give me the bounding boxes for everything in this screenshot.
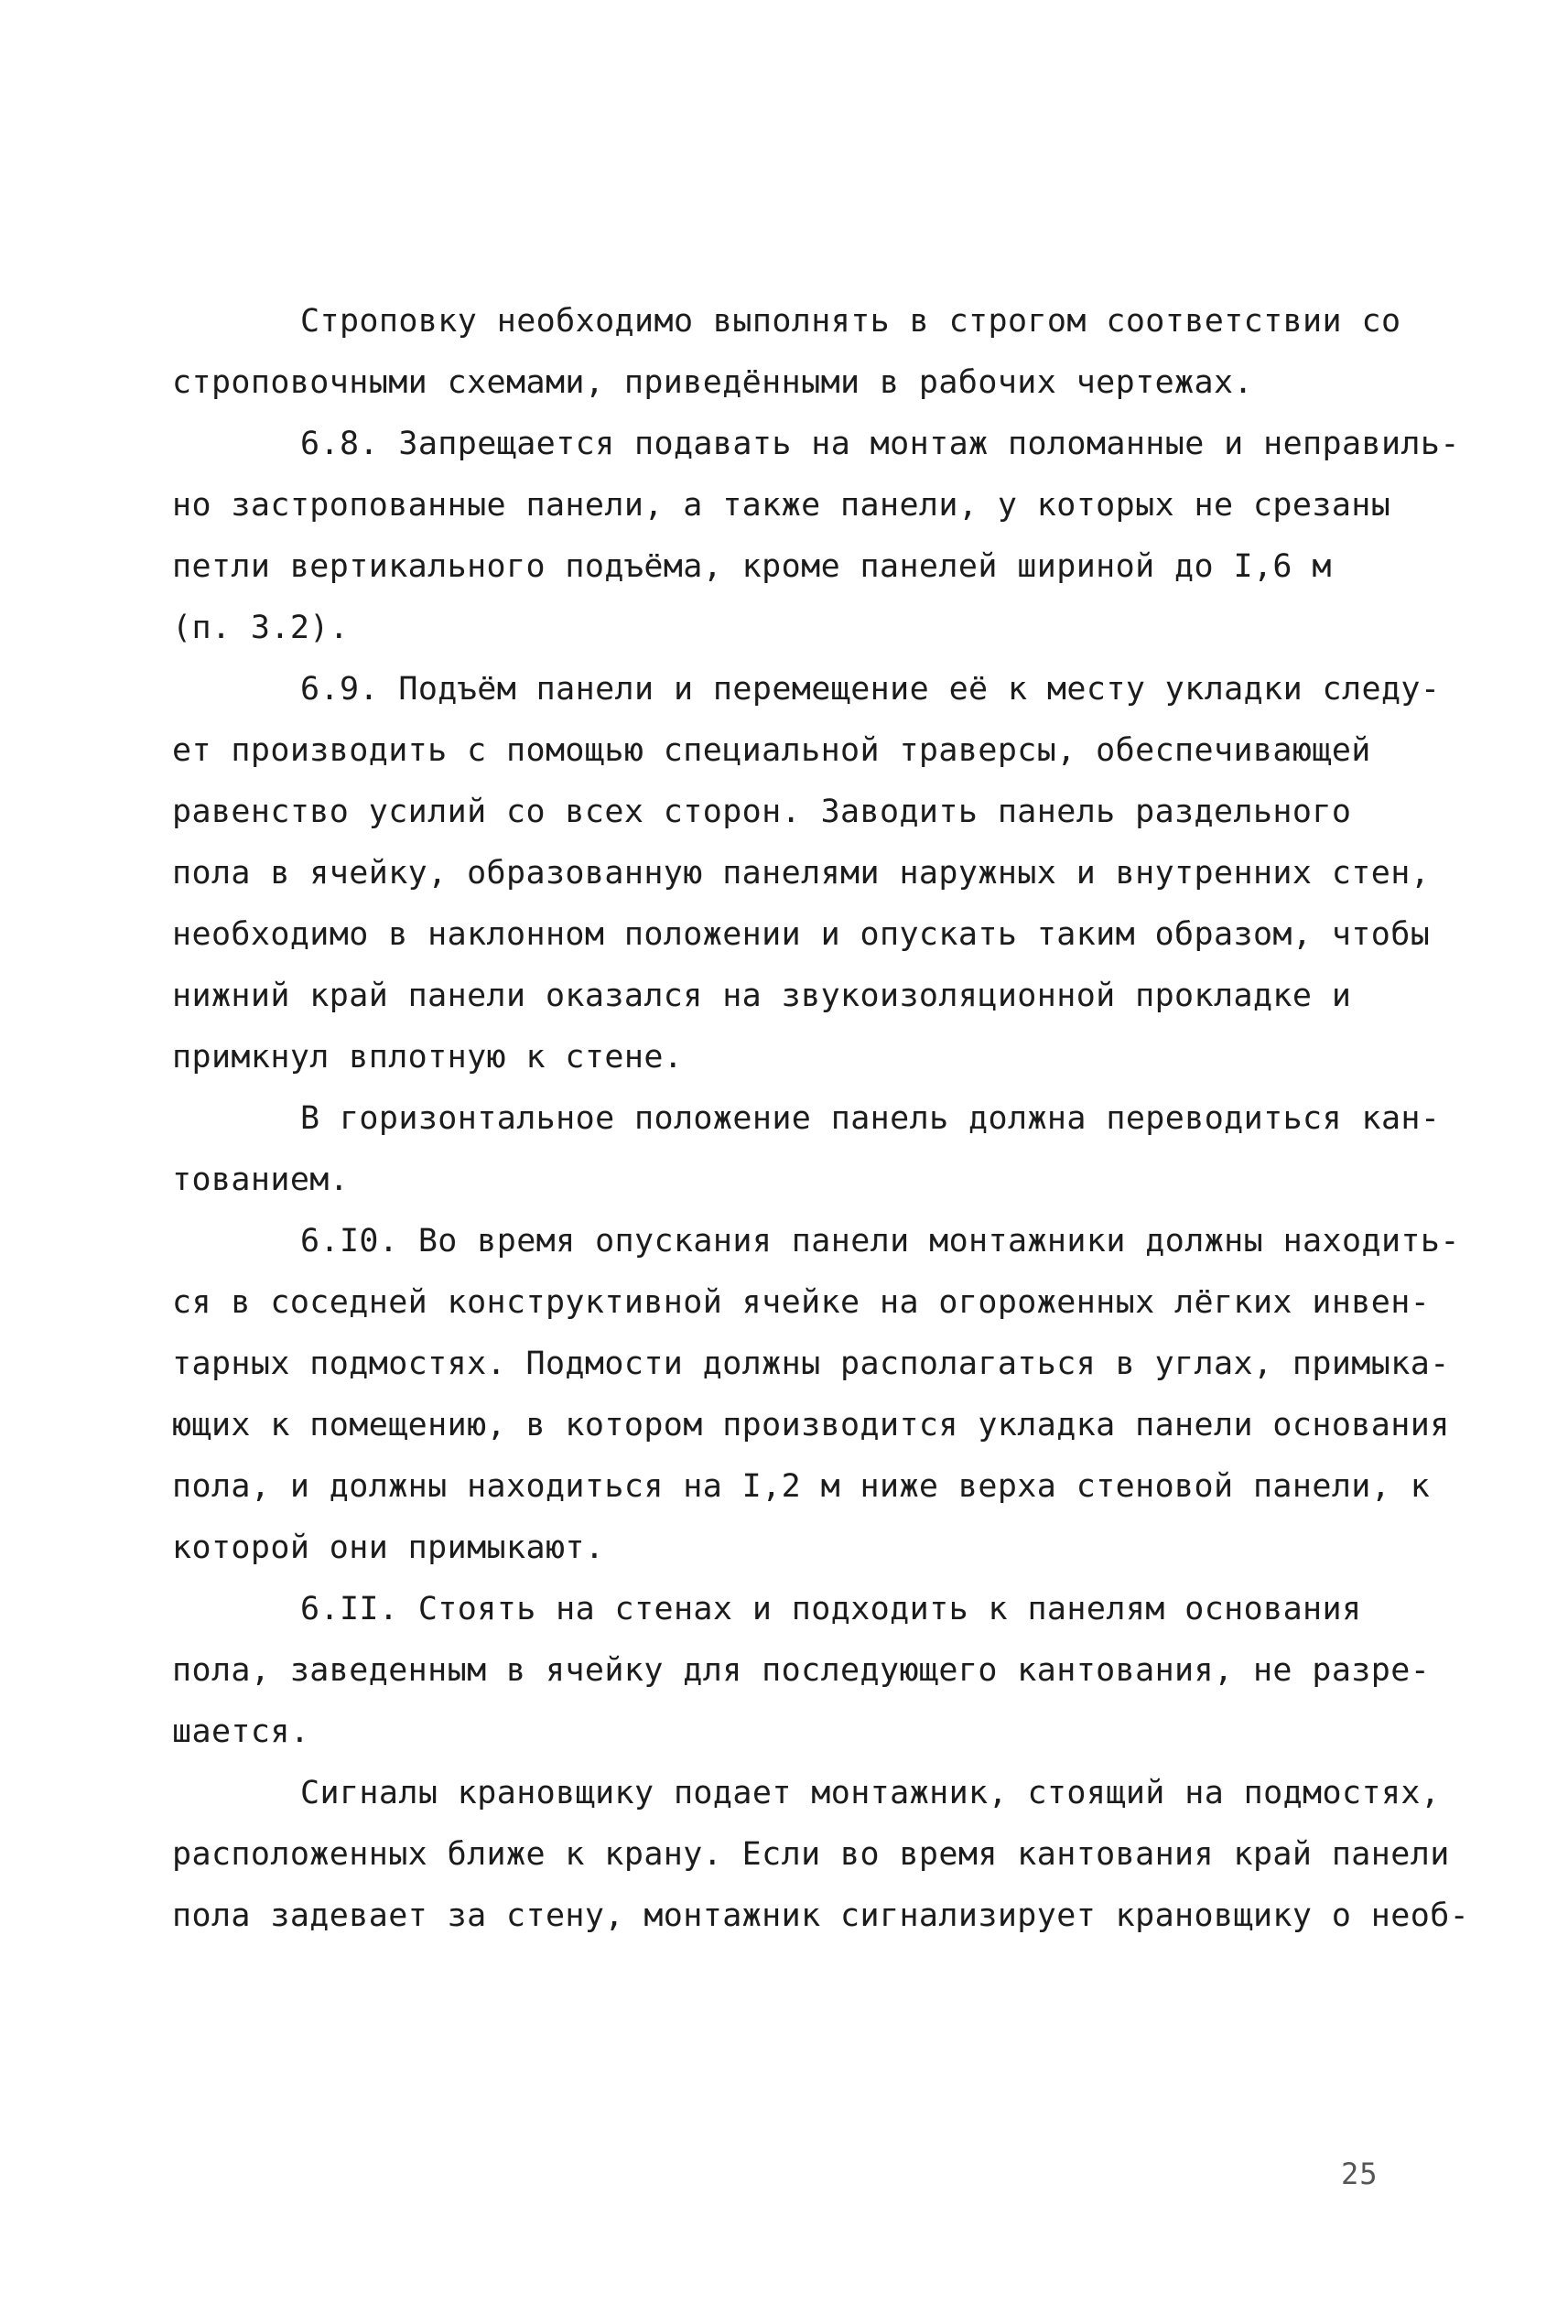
paragraph-line: нижний край панели оказался на звукоизоляционной прокладке и <box>172 978 1352 1014</box>
paragraph-line: Сигналы крановщику подает монтажник, стоящий на подмостях, <box>300 1775 1441 1811</box>
paragraph-line: ет производить с помощью специальной траверсы, обеспечивающей <box>172 732 1371 769</box>
paragraph-line: необходимо в наклонном положении и опускать таким образом, чтобы <box>172 916 1431 953</box>
paragraph-line: расположенных ближе к крану. Если во время кантования край панели <box>172 1836 1450 1873</box>
paragraph-line: равенство усилий со всех сторон. Заводить панель раздельного <box>172 794 1352 830</box>
paragraph-line: пола в ячейку, образованную панелями наружных и внутренних стен, <box>172 855 1431 892</box>
paragraph-line: ющих к помещению, в котором производится укладка панели основания <box>172 1407 1450 1443</box>
paragraph-line: примкнул вплотную к стене. <box>172 1039 684 1076</box>
paragraph-line: тарных подмостях. Подмости должны располагаться в углах, примыка- <box>172 1346 1450 1382</box>
paragraph-line: 6.I0. Во время опускания панели монтажники должны находить- <box>300 1223 1460 1259</box>
paragraph-line: (п. 3.2). <box>172 610 350 646</box>
page-number: 25 <box>1341 2156 1379 2191</box>
paragraph-line: которой они примыкают. <box>172 1530 605 1566</box>
paragraph-line: В горизонтальное положение панель должна переводиться кан- <box>300 1100 1441 1137</box>
body-text <box>172 291 1470 1947</box>
paragraph-line: пола задевает за стену, монтажник сигнализирует крановщику о необ- <box>172 1897 1470 1934</box>
paragraph-line: Строповку необходимо выполнять в строгом соответствии со <box>300 303 1401 340</box>
paragraph-line: пола, и должны находиться на I,2 м ниже верха стеновой панели, к <box>172 1468 1431 1505</box>
paragraph-line: строповочными схемами, приведёнными в рабочих чертежах. <box>172 364 1253 401</box>
paragraph-line: но застропованные панели, а также панели, у которых не срезаны <box>172 487 1391 524</box>
paragraph-line: 6.9. Подъём панели и перемещение её к месту укладки следу- <box>300 671 1441 708</box>
paragraph-line: шается. <box>172 1713 310 1750</box>
paragraph-line: 6.II. Стоять на стенах и подходить к панелям основания <box>300 1591 1362 1627</box>
paragraph-line: петли вертикального подъёма, кроме панелей шириной до I,6 м <box>172 548 1332 585</box>
paragraph-line: ся в соседней конструктивной ячейке на огороженных лёгких инвен- <box>172 1284 1431 1321</box>
paragraph-line: пола, заведенным в ячейку для последующего кантования, не разре- <box>172 1652 1431 1689</box>
paragraph-line: тованием. <box>172 1162 350 1198</box>
paragraph-line: 6.8. Запрещается подавать на монтаж поломанные и неправиль- <box>300 426 1460 462</box>
